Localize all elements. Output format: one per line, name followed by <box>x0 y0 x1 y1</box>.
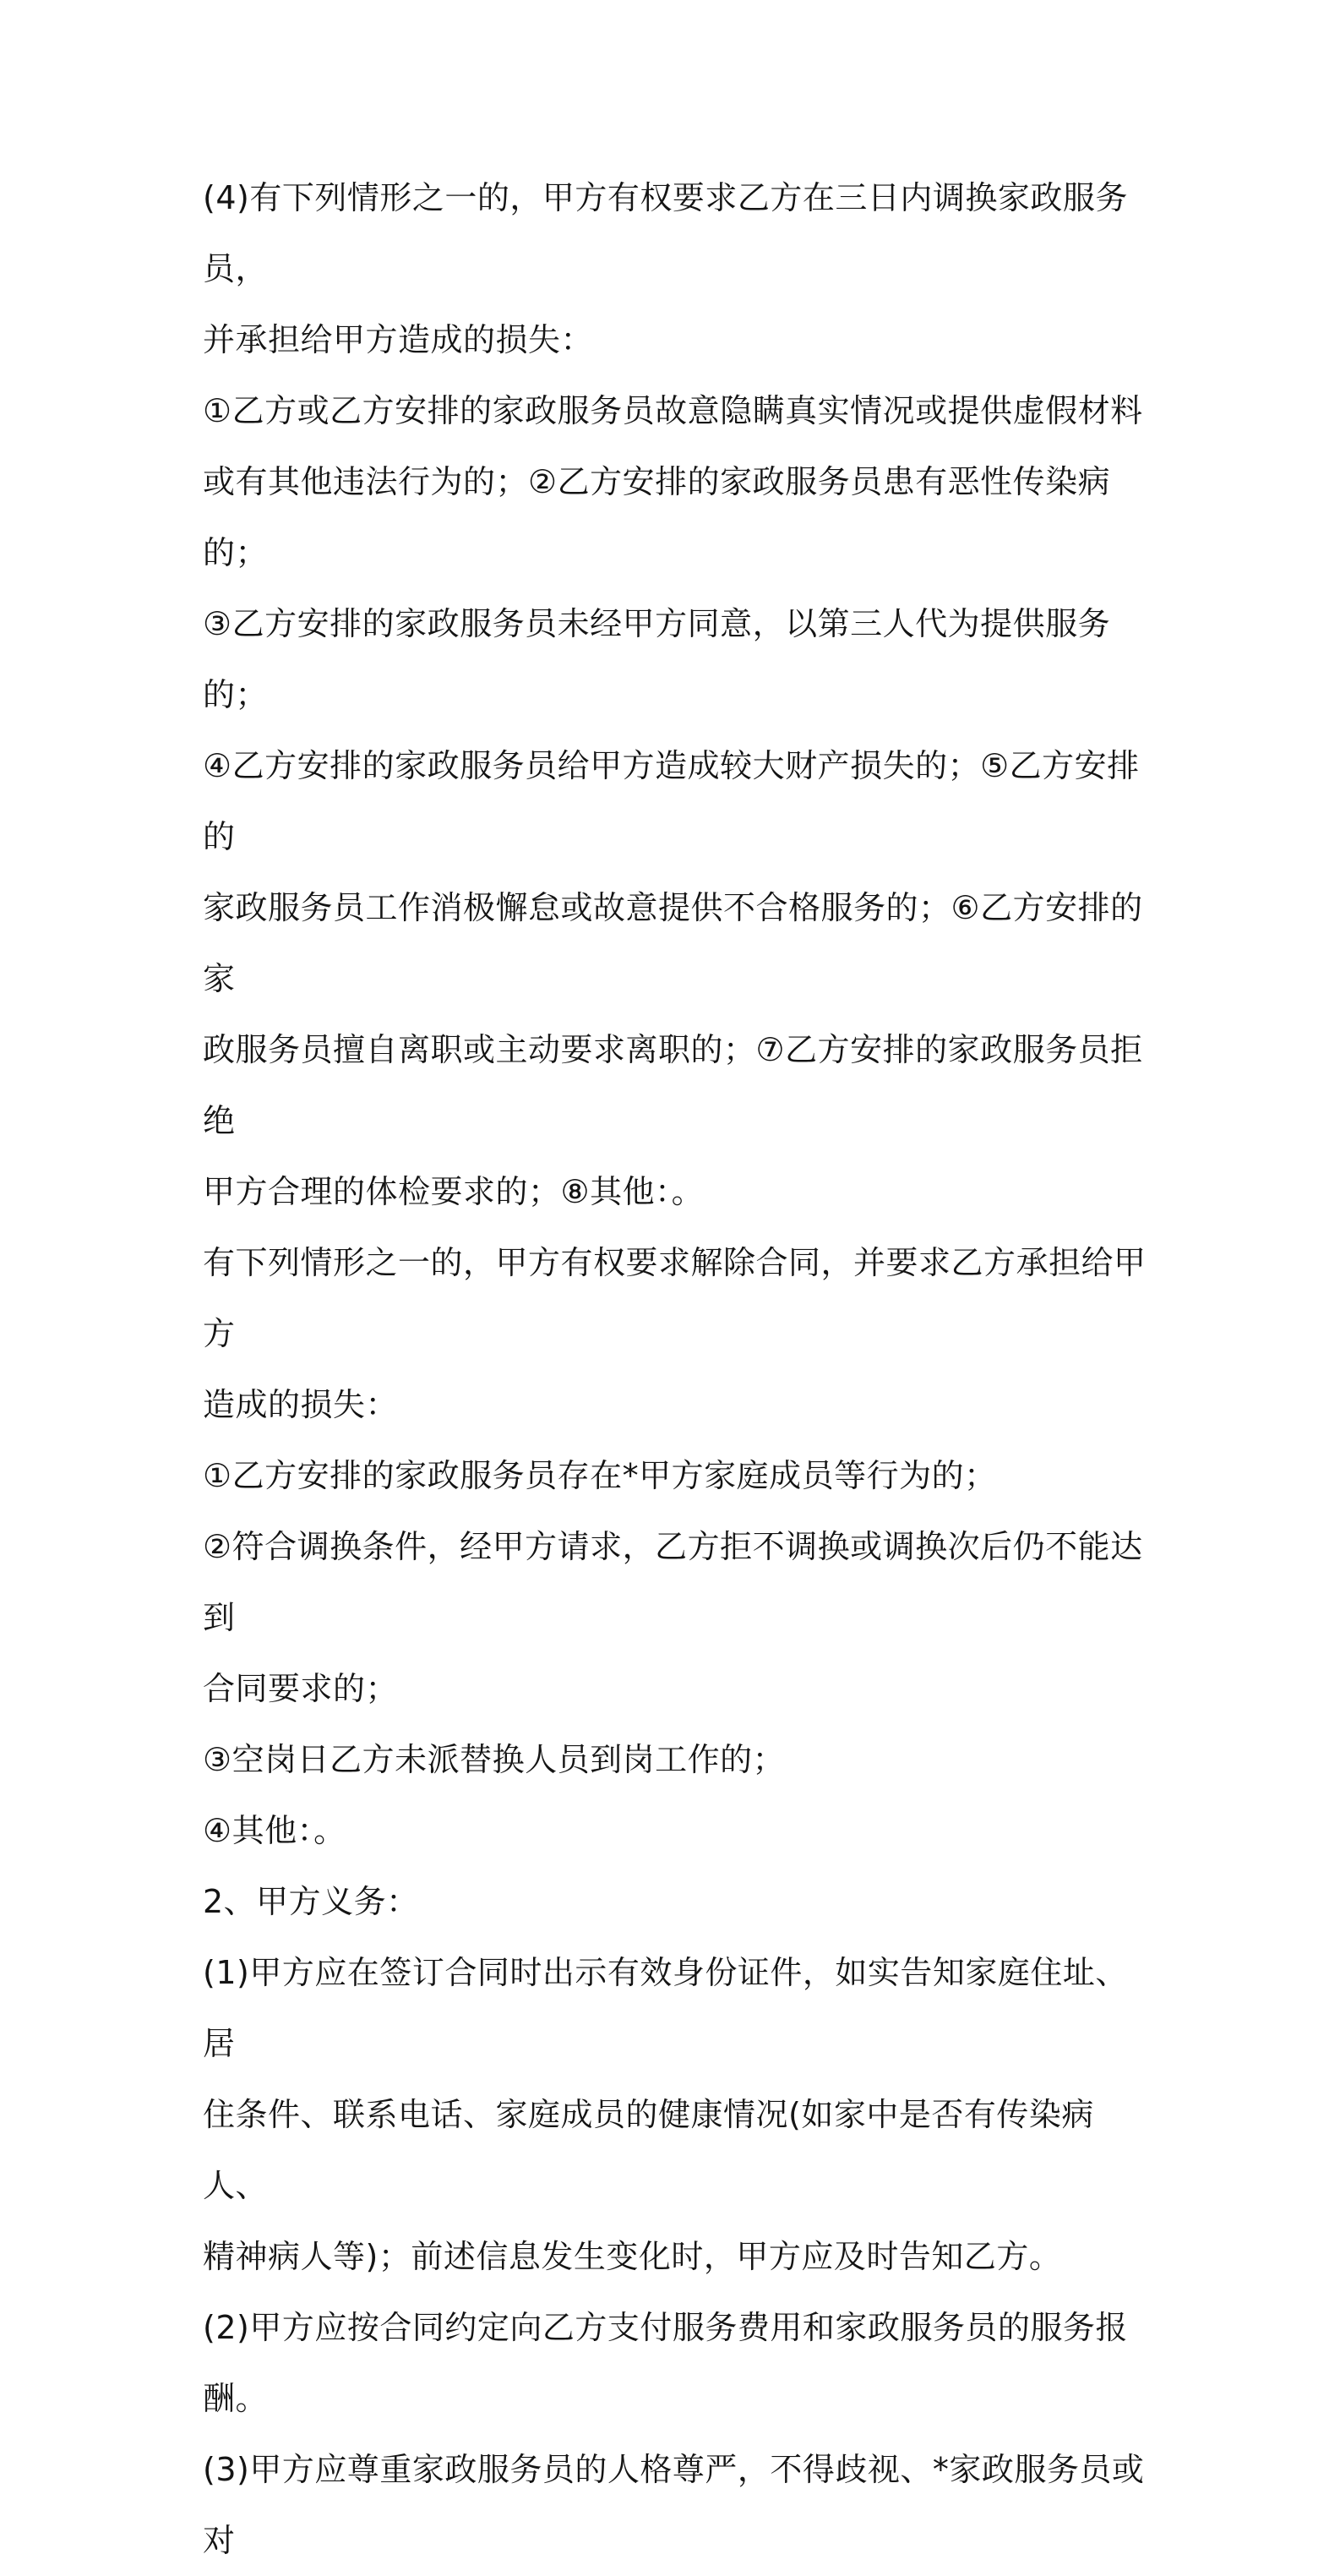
text-line: 合同要求的； <box>203 1670 399 1707</box>
text-line: ①乙方安排的家政服务员存在*甲方家庭成员等行为的； <box>203 1457 997 1494</box>
text-line: 住条件、联系电话、家庭成员的健康情况(如家中是否有传染病人、 <box>203 2096 1094 2204</box>
text-line: 甲方合理的体检要求的；⑧其他：。 <box>203 1173 705 1210</box>
text-line: (1)甲方应在签订合同时出示有效身份证件，如实告知家庭住址、居 <box>203 1954 1128 2062</box>
text-line: ④乙方安排的家政服务员给甲方造成较大财产损失的；⑤乙方安排的 <box>203 747 1140 855</box>
text-line: ②符合调换条件，经甲方请求，乙方拒不调换或调换次后仍不能达到 <box>203 1528 1143 1636</box>
text-line: 政服务员擅自离职或主动要求离职的；⑦乙方安排的家政服务员拒绝 <box>203 1031 1143 1139</box>
text-line: 造成的损失： <box>203 1386 399 1423</box>
text-line: (3)甲方应尊重家政服务员的人格尊严，不得歧视、*家政服务员或对 <box>203 2451 1145 2559</box>
text-line: 家政服务员工作消极懈怠或故意提供不合格服务的；⑥乙方安排的家 <box>203 889 1143 997</box>
text-line: 并承担给甲方造成的损失： <box>203 321 594 358</box>
contract-text-body <box>203 162 1149 2576</box>
text-line: ③乙方安排的家政服务员未经甲方同意，以第三人代为提供服务的； <box>203 605 1111 713</box>
text-line: 或有其他违法行为的；②乙方安排的家政服务员患有恶性传染病的； <box>203 463 1111 571</box>
text-line: ③空岗日乙方未派替换人员到岗工作的； <box>203 1741 786 1778</box>
text-line: ①乙方或乙方安排的家政服务员故意隐瞒真实情况或提供虚假材料 <box>203 392 1143 429</box>
text-line: 有下列情形之一的，甲方有权要求解除合同，并要求乙方承担给甲方 <box>203 1244 1147 1352</box>
text-line: 精神病人等)；前述信息发生变化时，甲方应及时告知乙方。 <box>203 2238 1062 2275</box>
text-line: (4)有下列情形之一的，甲方有权要求乙方在三日内调换家政服务员， <box>203 179 1128 287</box>
text-line: (2)甲方应按合同约定向乙方支付服务费用和家政服务员的服务报酬。 <box>203 2309 1128 2417</box>
text-line: ④其他：。 <box>203 1812 346 1849</box>
section-heading: 2、甲方义务： <box>203 1883 419 1920</box>
